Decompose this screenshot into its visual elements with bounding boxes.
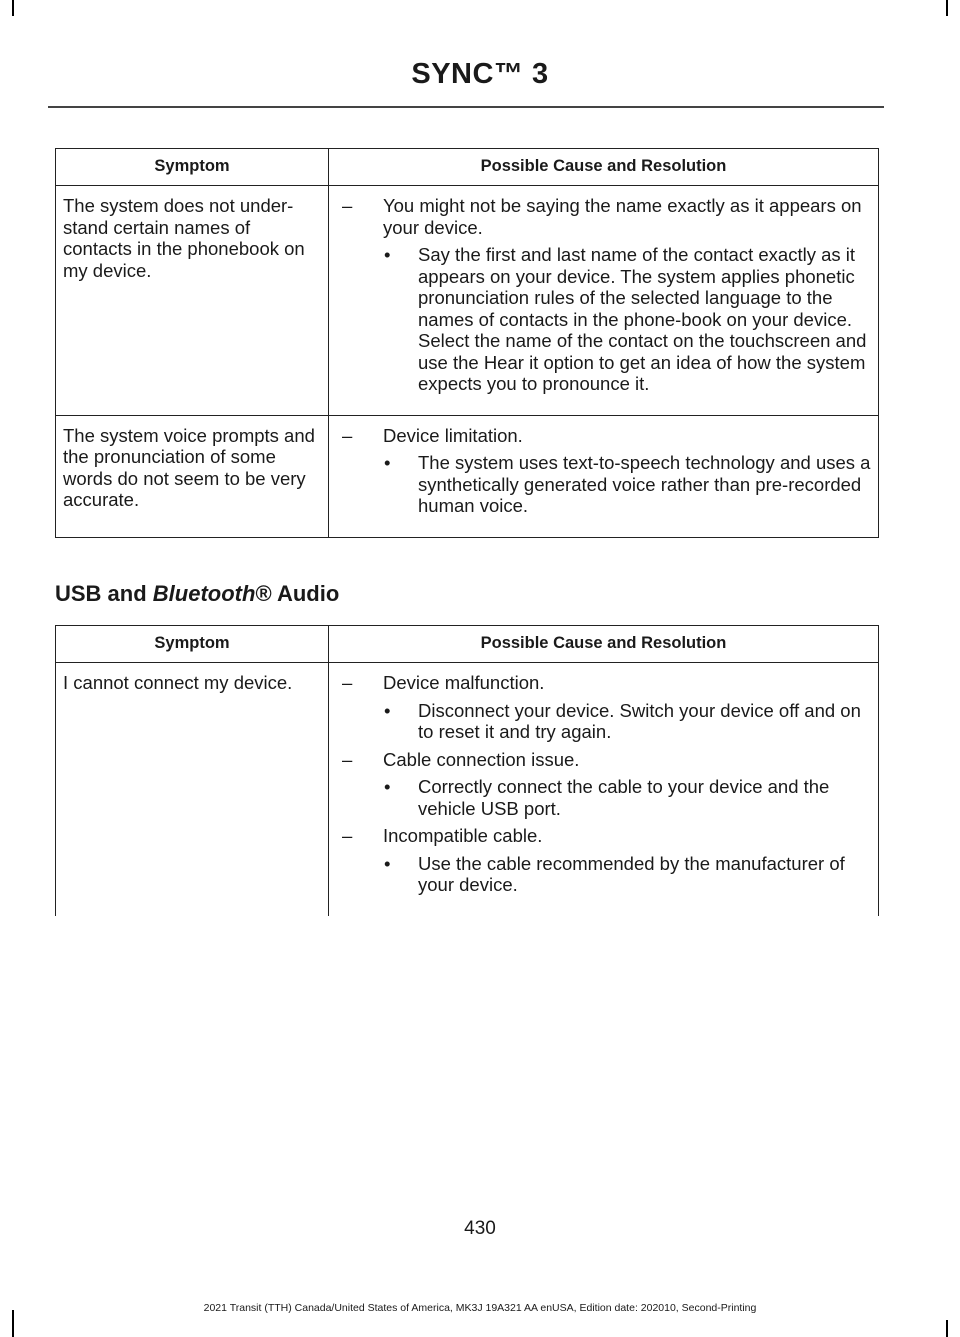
resolution-item	[336, 853, 871, 896]
section-heading	[55, 581, 339, 607]
cause-item	[336, 749, 871, 771]
dash-marker: –	[342, 424, 353, 446]
bullet-marker: •	[384, 699, 391, 721]
symptom-cell: The system voice prompts and the pronunciation of some words do not seem to be very accurate.	[56, 415, 329, 537]
cause-item	[336, 825, 871, 847]
resolution-item	[336, 452, 871, 517]
dash-marker: –	[342, 672, 353, 693]
header-divider	[48, 106, 884, 108]
cause-group	[336, 195, 871, 395]
section-heading-bluetooth: Bluetooth	[152, 581, 256, 606]
resolution-item	[336, 700, 871, 743]
troubleshooting-table-usb-bluetooth	[55, 625, 879, 916]
symptom-column-header: Symptom	[56, 626, 329, 663]
edition-footer: 2021 Transit (TTH) Canada/United States of America, MK3J 19A321 AA enUSA, Edition date: 202010, Second-Printing	[203, 1302, 757, 1314]
cause-group	[336, 825, 871, 896]
cause-text: You might not be saying the name exactly as it appears on your device.	[383, 195, 862, 238]
cause-cell	[329, 415, 879, 537]
crop-mark-top-right	[946, 0, 948, 16]
resolution-text: Use the cable recommended by the manufacturer of your device.	[418, 852, 845, 895]
resolution-text: Say the first and last name of the contact exactly as it appears on your device. The system applies phonetic pronunciation rules of the selected language to the names of contacts in the phone-book on your device. Select the name of the contact on the touchscreen and use the Hear it option to get an idea of how the system expects you to pronounce it.	[418, 244, 867, 394]
cause-text: Device malfunction.	[383, 672, 545, 693]
table-header-row	[56, 626, 879, 663]
resolution-text: The system uses text-to-speech technology and uses a synthetically generated voice rather than pre-recorded human voice.	[418, 452, 871, 516]
page-title: SYNC™ 3	[411, 58, 549, 90]
page-number: 430	[464, 1218, 496, 1239]
resolution-text: Correctly connect the cable to your device and the vehicle USB port.	[418, 776, 830, 819]
cause-group	[336, 425, 871, 517]
cause-item	[336, 425, 871, 447]
table-row	[56, 186, 879, 416]
cause-cell	[329, 663, 879, 916]
cause-item	[336, 195, 871, 238]
section-heading-prefix: USB and	[55, 581, 153, 606]
cause-text: Cable connection issue.	[383, 748, 580, 770]
bullet-marker: •	[384, 776, 391, 797]
symptom-column-header: Symptom	[56, 149, 329, 186]
dash-marker: –	[342, 195, 353, 216]
cause-cell	[329, 186, 879, 416]
table-row	[56, 663, 879, 916]
resolution-item	[336, 244, 871, 395]
cause-group	[336, 672, 871, 743]
crop-mark-top-left	[12, 0, 14, 16]
bullet-marker: •	[384, 452, 391, 473]
bullet-marker: •	[384, 244, 391, 265]
troubleshooting-table-voice	[55, 148, 879, 538]
table-header-row	[56, 149, 879, 186]
dash-marker: –	[342, 748, 353, 770]
cause-text: Incompatible cable.	[383, 825, 543, 846]
dash-marker: –	[342, 825, 353, 846]
bullet-marker: •	[384, 852, 391, 874]
cause-column-header: Possible Cause and Resolution	[329, 626, 879, 663]
symptom-cell: The system does not under-stand certain names of contacts in the phonebook on my device.	[56, 186, 329, 416]
cause-item	[336, 672, 871, 694]
resolution-item	[336, 776, 871, 819]
symptom-cell: I cannot connect my device.	[56, 663, 329, 916]
crop-mark-bottom-right	[946, 1320, 948, 1337]
cause-text: Device limitation.	[383, 424, 523, 446]
cause-column-header: Possible Cause and Resolution	[329, 149, 879, 186]
crop-mark-bottom-left	[12, 1310, 14, 1337]
section-heading-suffix: ® Audio	[255, 581, 340, 606]
cause-group	[336, 749, 871, 820]
table-row	[56, 415, 879, 537]
resolution-text: Disconnect your device. Switch your device off and on to reset it and try again.	[418, 699, 861, 742]
